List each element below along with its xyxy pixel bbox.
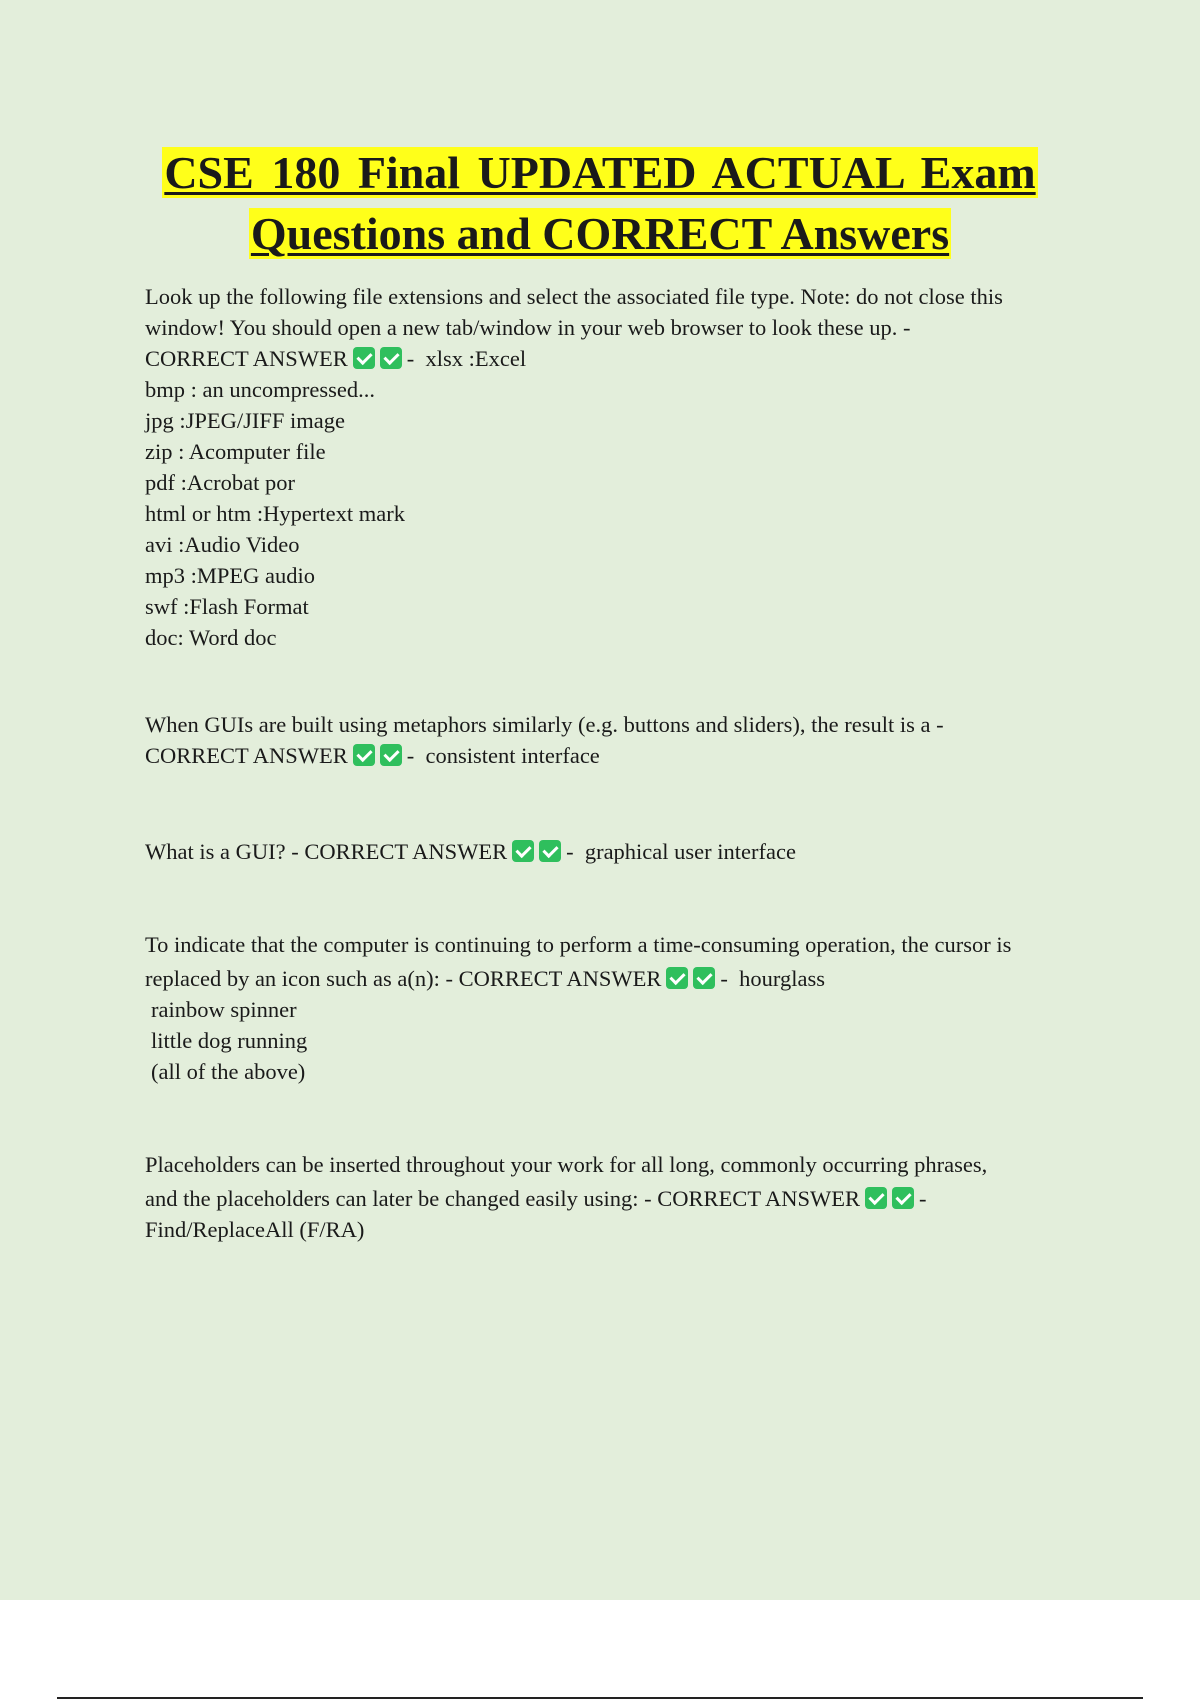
question-text: replaced by an icon such as a(n): - bbox=[145, 966, 459, 991]
answer-line: zip : Acomputer file bbox=[145, 439, 326, 464]
answer-text: hourglass bbox=[739, 966, 825, 991]
check-box-icon bbox=[353, 347, 375, 369]
qa-item-placeholders bbox=[145, 1149, 1085, 1245]
answer-text: Find/ReplaceAll (F/RA) bbox=[145, 1217, 365, 1242]
answer-line bbox=[145, 1183, 1085, 1214]
footer-rule bbox=[57, 1697, 1143, 1699]
answer-separator: - bbox=[406, 743, 426, 768]
check-box-icon bbox=[380, 744, 402, 766]
answer-separator: - bbox=[566, 839, 585, 864]
check-box-icon bbox=[380, 347, 402, 369]
answer-line bbox=[145, 836, 1085, 867]
correct-answer-marker: CORRECT ANSWER bbox=[458, 966, 662, 991]
question-text: When GUIs are built using metaphors similarly (e.g. buttons and sliders), the result is a - bbox=[145, 712, 944, 737]
answer-text: xlsx :Excel bbox=[425, 346, 527, 371]
qa-item-gui-metaphors bbox=[145, 709, 1085, 771]
answer-line: (all of the above) bbox=[151, 1059, 306, 1084]
qa-content bbox=[145, 281, 1085, 1245]
check-box-icon bbox=[353, 744, 375, 766]
check-box-icon bbox=[892, 1187, 914, 1209]
answer-line bbox=[145, 740, 1085, 771]
check-box-icon bbox=[539, 840, 561, 862]
qa-item-what-is-gui bbox=[145, 836, 1085, 867]
answer-line bbox=[145, 343, 1085, 374]
correct-answer-marker: CORRECT ANSWER bbox=[304, 839, 508, 864]
answer-text: graphical user interface bbox=[584, 839, 796, 864]
answer-separator: - bbox=[720, 966, 740, 991]
answer-line: little dog running bbox=[151, 1028, 308, 1053]
qa-item-file-extensions bbox=[145, 281, 1085, 653]
answer-line: pdf :Acrobat por bbox=[145, 470, 295, 495]
answer-line: bmp : an uncompressed... bbox=[145, 377, 375, 402]
answer-line: swf :Flash Format bbox=[145, 594, 309, 619]
answer-text: consistent interface bbox=[425, 743, 600, 768]
check-box-icon bbox=[865, 1187, 887, 1209]
answer-line: avi :Audio Video bbox=[145, 532, 300, 557]
answer-line: mp3 :MPEG audio bbox=[145, 563, 316, 588]
question-text: Placeholders can be inserted throughout your work for all long, commonly occurring phrases, bbox=[145, 1152, 988, 1177]
check-box-icon bbox=[693, 967, 715, 989]
correct-answer-marker: CORRECT ANSWER bbox=[145, 743, 348, 768]
title-line-2: Questions and CORRECT Answers bbox=[250, 208, 950, 259]
answer-line: doc: Word doc bbox=[145, 625, 277, 650]
qa-item-busy-cursor bbox=[145, 929, 1085, 1087]
check-box-icon bbox=[512, 840, 534, 862]
question-text: Look up the following file extensions and select the associated file type. Note: do not close this bbox=[145, 284, 1003, 309]
answer-line: jpg :JPEG/JIFF image bbox=[145, 408, 346, 433]
answer-line: html or htm :Hypertext mark bbox=[145, 501, 405, 526]
correct-answer-marker: CORRECT ANSWER bbox=[657, 1186, 861, 1211]
question-text: window! You should open a new tab/window in your web browser to look these up. - bbox=[145, 315, 911, 340]
question-text: To indicate that the computer is continuing to perform a time-consuming operation, the cursor is bbox=[145, 932, 1012, 957]
correct-answer-marker: CORRECT ANSWER bbox=[145, 346, 348, 371]
answer-separator: - bbox=[406, 346, 426, 371]
check-box-icon bbox=[666, 967, 688, 989]
answer-separator: - bbox=[919, 1186, 927, 1211]
question-text: What is a GUI? - bbox=[145, 839, 305, 864]
question-text: and the placeholders can later be changed easily using: - bbox=[145, 1186, 658, 1211]
title-line-1: CSE 180 Final UPDATED ACTUAL Exam bbox=[164, 147, 1036, 198]
document-title bbox=[0, 142, 1200, 264]
answer-line: rainbow spinner bbox=[151, 997, 297, 1022]
answer-line bbox=[145, 963, 1085, 994]
